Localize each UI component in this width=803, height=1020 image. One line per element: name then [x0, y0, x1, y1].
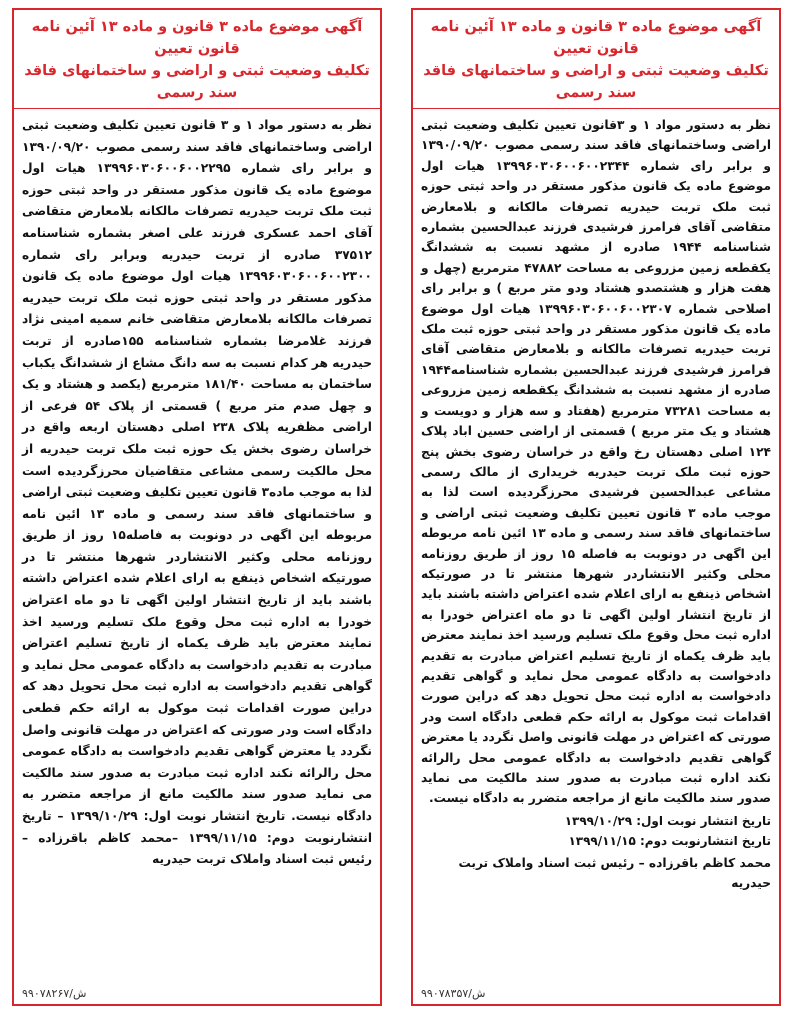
notice-left [12, 8, 382, 1006]
notice-title-line-1: آگهی موضوع ماده ۳ قانون و ماده ۱۳ آئین نامه قانون تعیین [430, 19, 762, 57]
publication-dates [421, 811, 771, 851]
notice-code: ۹۹۰۷۸۲۶۷/ش [22, 987, 87, 1000]
notice-title [14, 10, 380, 109]
publication-date-second: تاریخ انتشارنوبت دوم: ۱۳۹۹/۱۱/۱۵ [568, 833, 771, 848]
notice-title-line-2: تکلیف وضعیت ثبتی و اراضی و ساختمانهای فاقد سند رسمی [24, 63, 370, 101]
notice-right [411, 8, 781, 1006]
notice-body: نظر به دستور مواد ۱ و ۳ قانون تعیین تکلیف وضعیت ثبتی اراضی وساختمانهای فاقد سند رسمی مصوب ۱۳۹۰/۰۹/۲۰ و برابر رای شماره ۱۳۹۹۶۰۳۰۶۰۰۶۰۰۲۲۹۵ هیات اول موضوع ماده یک قانون مذکور مستقر در واحد ثبتی حوزه ثبت ملک تربت حیدریه تصرفات مالکانه بلامعارض متقاضی آقای احمد عسکری فرزند علی اصغر بشماره شناسنامه ۳۷۵۱۲ صادره از تربت حیدریه وبرابر رای شماره ۱۳۹۹۶۰۳۰۶۰۰۶۰۰۲۳۰۰ هیات اول موضوع ماده یک قانون مذکور مستقر در واحد ثبتی حوزه ثبت ملک تربت حیدریه تصرفات مالکانه بلامعارض متقاضی خانم سمیه امینی نژاد فرزند غلامرضا بشماره شناسنامه ۱۵۵صادره از تربت حیدریه هر کدام نسبت به سه دانگ مشاع از ششدانگ یکباب ساختمان به مساحت ۱۸۱/۴۰ مترمربع (یکصد و هشتاد و یک و چهل صدم متر مربع ) قسمتی از پلاک ۵۴ فرعی از اراضی مظفریه پلاک ۲۳۸ اصلی دهستان اربعه واقع در خراسان رضوی بخش یک حوزه ثبت ملک تربت حیدریه از محل مالکیت رسمی مشاعی متقاضیان محرزگردیده است لذا به موجب ماده۳ قانون تعیین تکلیف وضعیت ثبتی اراضی و ساختمانهای فاقد سند رسمی و ماده ۱۳ ائین نامه مربوطه این اگهی در دونوبت به فاصله۱۵ روز از طریق روزنامه محلی وکثیر الانتشاردر شهرها منتشر تا در صورتیکه اشخاص ذینفع به ارای اعلام شده اعتراض داشته باشند باید از تاریخ انتشار اولین اگهی تا دو ماه اعتراض خودرا به اداره ثبت محل وقوع ملک تسلیم ورسید اخذ نمایند معترض باید ظرف یکماه از تاریخ تسلیم اعتراض مبادرت به تقدیم دادخواست به دادگاه عمومی محل نماید و گواهی تقدیم دادخواست به اداره ثبت محل تحویل دهد که دراین صورت اقدامات ثبت موکول به ارائه حکم قطعی دادگاه است ودر صورتی که اعتراض در مهلت قانونی واصل نگردد یا معترض گواهی تقدیم دادخواست به دادگاه عمومی محل رالرائه نکند اداره ثبت مبادرت به صدور سند مالکیت می نماید صدور سند مالکیت مانع از مراجعه متضرر به دادگاه نیست. تاریخ انتشار نوبت اول: ۱۳۹۹/۱۰/۲۹ – تاریخ انتشارنوبت دوم: ۱۳۹۹/۱۱/۱۵ –محمد کاظم باقرزاده – رئیس ثبت اسناد واملاک تربت حیدریه [22, 118, 373, 867]
signature: محمد کاظم باقرزاده – رئیس ثبت اسناد واملاک تربت حیدریه [458, 855, 771, 890]
notice-code: ۹۹۰۷۸۳۵۷/ش [421, 987, 486, 1000]
publication-date-first: تاریخ انتشار نوبت اول: ۱۳۹۹/۱۰/۲۹ [564, 813, 771, 828]
notice-title [413, 10, 779, 109]
notice-body: نظر به دستور مواد ۱ و ۳قانون تعیین تکلیف وضعیت ثبتی اراضی وساختمانهای فاقد سند رسمی مصوب ۱۳۹۰/۰۹/۲۰ و برابر رای شماره ۱۳۹۹۶۰۳۰۶۰۰۶۰۰۲۳۴۴ هیات اول موضوع ماده یک قانون مذکور مستقر در واحد ثبتی حوزه ثبت ملک تربت حیدریه تصرفات مالکانه و بلامعارض متقاضی آقای فرامرز فرشیدی فرزند عبدالحسین بشماره شناسنامه ۱۹۴۴ صادره از مشهد نسبت به ششدانگ یکقطعه زمین مزروعی به مساحت ۴۷۸۸۲ مترمربع (چهل و هفت هزار و هشتصدو هشتاد ودو متر مربع ) و برابر رای اصلاحی شماره ۱۳۹۹۶۰۳۰۶۰۰۶۰۰۲۳۰۷ هیات اول موضوع ماده یک قانون مذکور مستقر در واحد ثبتی حوزه ثبت ملک تربت حیدریه تصرفات مالکانه و بلامعارض متقاضی آقای فرامرز فرشیدی فرزند عبدالحسین بشماره شناسنامه۱۹۴۴ صادره از مشهد نسبت به ششدانگ یکقطعه زمین مزروعی به مساحت ۷۳۲۸۱ مترمربع (هفتاد و سه هزار و دویست و هشتاد و یک متر مربع ) قسمتی از اراضی حسین اباد پلاک ۱۲۴ اصلی دهستان رخ واقع در خراسان رضوی بخش پنج حوزه ثبت ملک تربت حیدریه خریداری از مالک رسمی مشاعی عبدالحسین فرشیدی محرزگردیده است لذا به موجب ماده ۳ قانون تعیین تکلیف وضعیت ثبتی اراضی و ساختمانهای فاقد سند رسمی و ماده ۱۳ ائین نامه مربوطه این اگهی در دونوبت به فاصله ۱۵ روز از طریق روزنامه محلی وکثیر الانتشاردر شهرها منتشر تا در صورتیکه اشخاص ذینفع به ارای اعلام شده اعتراض داشته باشند باید از تاریخ انتشار اولین اگهی تا دو ماه اعتراض خودرا به اداره ثبت محل وقوع ملک تسلیم ورسید اخذ نمایند معترض باید ظرف یکماه از تاریخ تسلیم اعتراض مبادرت به تقدیم دادخواست به دادگاه عمومی محل نماید و گواهی تقدیم دادخواست به اداره ثبت محل تحویل دهد که دراین صورت اقدامات ثبت موکول به ارائه حکم قطعی دادگاه است ودر صورتی که اعتراض در مهلت قانونی واصل نگردد یا معترض گواهی تقدیم دادخواست به دادگاه عمومی محل رالرائه نکند اداره ثبت مبادرت به صدور سند مالکیت می نماید صدور سند مالکیت مانع از مراجعه متضرر به دادگاه نیست. [421, 118, 772, 806]
notice-title-line-2: تکلیف وضعیت ثبتی و اراضی و ساختمانهای فاقد سند رسمی [423, 63, 769, 101]
notice-title-line-1: آگهی موضوع ماده ۳ قانون و ماده ۱۳ آئین نامه قانون تعیین [31, 19, 363, 57]
